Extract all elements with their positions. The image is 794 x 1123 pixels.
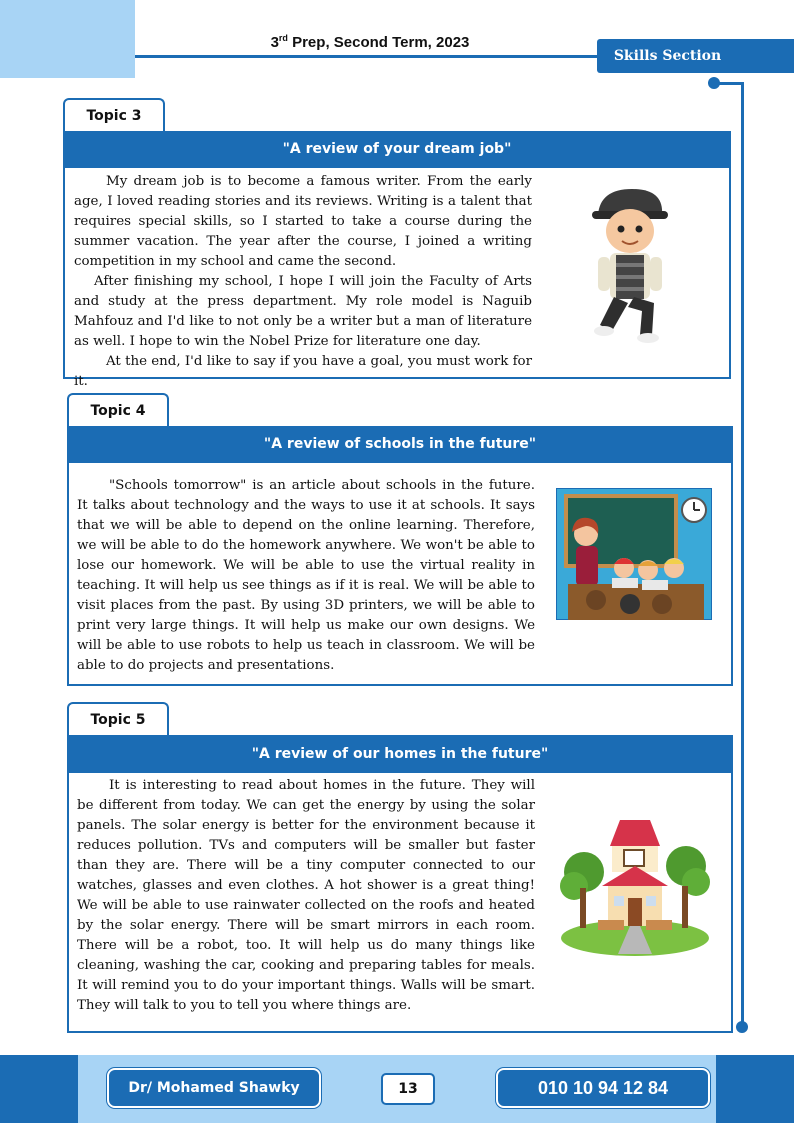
- rail-dot-bottom: [736, 1021, 748, 1033]
- rail-dot-top: [708, 77, 720, 89]
- boy-illustration: [588, 185, 676, 345]
- topic-4-paragraph: "Schools tomorrow" is an article about schools in the future. It talks about technology and the ways to use it at schools. It says that we will be able to depend on the online learning. Therefore, we will be able to do the homework anywhere. We won't be able to lose our homework. We will be able to use the virtual reality in teaching. It will help us see things as if it is real. We will be able to visit places from the past. By using 3D printers, we will be able to print very large things. It will help us make our own designs. We will be able to use robots to help us teach in classroom. We will be able to do projects and presentations.: [77, 478, 535, 673]
- author-badge: Dr/ Mohamed Shawky: [107, 1068, 321, 1108]
- topic-4-title-bar: "A review of schools in the future": [67, 426, 733, 463]
- topic-3-title-bar: "A review of your dream job": [63, 131, 731, 168]
- topic-3-tab: Topic 3: [63, 98, 165, 132]
- topic-3-paragraph: After finishing my school, I hope I will join the Faculty of Arts and study at the press department. My role model is Naguib Mahfouz and I'd like to not only be a writer but a man of literature as well. I hope to win the Nobel Prize for literature one day.: [74, 274, 532, 349]
- topic-3-text: [74, 172, 532, 392]
- vertical-rail: [741, 82, 744, 1028]
- topic-5-text: [77, 776, 535, 1016]
- topic-5-title-bar: "A review of our homes in the future": [67, 735, 733, 773]
- topic-5-tab: Topic 5: [67, 702, 169, 736]
- phone-badge: 010 10 94 12 84: [496, 1068, 710, 1108]
- topic-5-paragraph: It is interesting to read about homes in the future. They will be different from today. We can get the energy by using the solar panels. The solar energy is better for the environment because it reduces pollution. TVs and computers will be smaller but faster than they are. There will be a tiny computer connected to our watches, glasses and even clothes. A hot shower is a great thing! We will be able to use rainwater collected on the roofs and heated by the solar energy. There will be smart mirrors in each room. There will be a robot, too. It will help us do many things like cleaning, washing the car, cooking and preparing tables for meals. It will remind you to do your important things. Walls will be smart. They will talk to you to tell you where things are.: [77, 778, 535, 1013]
- header-corner-block: [0, 0, 135, 78]
- topic-3-paragraph: At the end, I'd like to say if you have a goal, you must work for it.: [74, 354, 532, 389]
- topic-4-text: [77, 476, 535, 676]
- classroom-illustration: [556, 488, 712, 620]
- page-number: 13: [381, 1073, 435, 1105]
- house-illustration: [560, 816, 710, 956]
- header-rule: [135, 55, 605, 58]
- topic-3-paragraph: My dream job is to become a famous writer. From the early age, I loved reading stories and its reviews. Writing is a talent that requires special skills, so I started to take a course during the summer vacation. The year after the course, I joined a writing competition in my school and came the second.: [74, 174, 532, 269]
- topic-4-tab: Topic 4: [67, 393, 169, 427]
- section-label: Skills Section: [597, 39, 738, 73]
- section-tab-extension: [738, 39, 794, 73]
- page-header-title: 3rd Prep, Second Term, 2023: [270, 33, 470, 51]
